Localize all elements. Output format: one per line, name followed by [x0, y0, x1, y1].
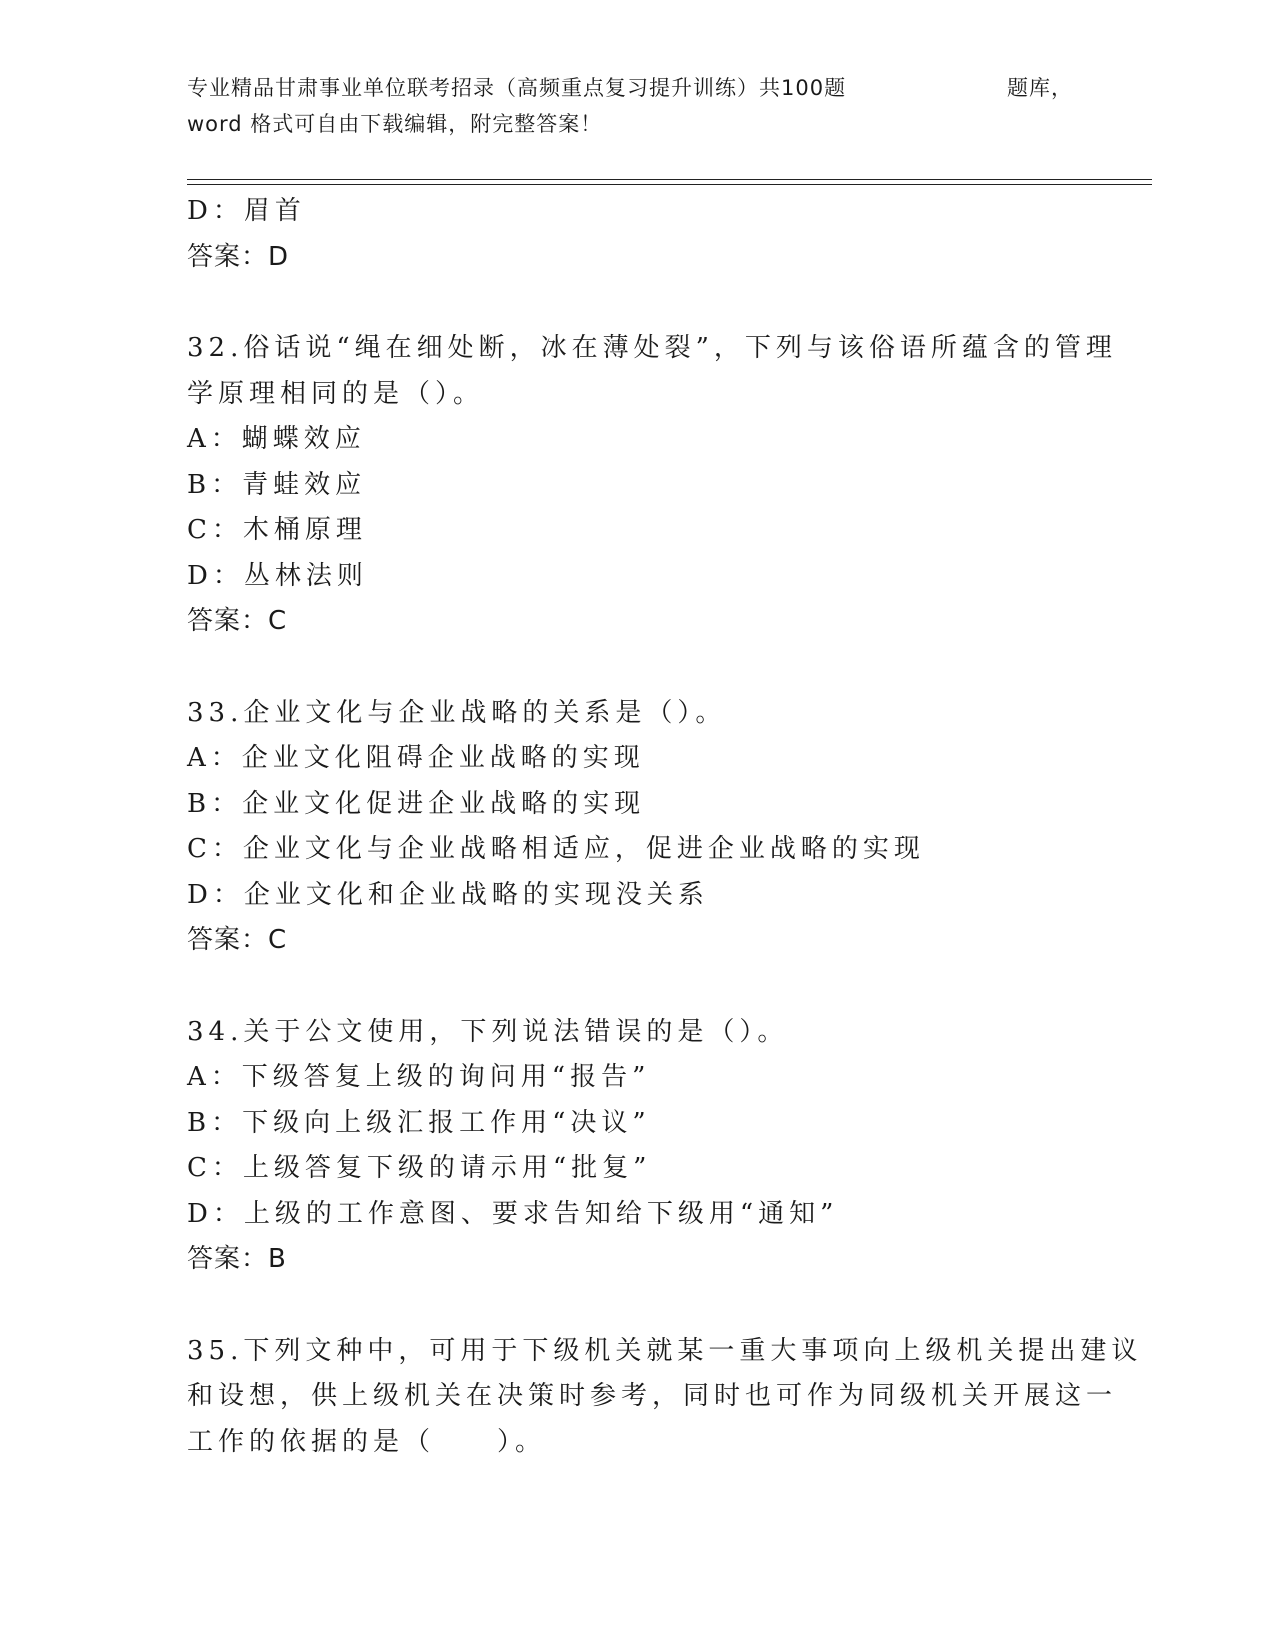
- question-35: [187, 1329, 1147, 1466]
- spacer: [187, 1283, 1147, 1329]
- page-header: [187, 70, 1087, 142]
- question-stem: 33.企业文化与企业战略的关系是（）。: [187, 697, 727, 728]
- question-34: [187, 1010, 1147, 1283]
- option-c: C：企业文化与企业战略相适应，促进企业战略的实现: [187, 834, 925, 864]
- answer-line: 答案：C: [187, 606, 288, 636]
- option-d: D：上级的工作意图、要求告知给下级用“通知”: [187, 1198, 839, 1229]
- header-rule-bottom: [187, 184, 1152, 185]
- option-d: D：企业文化和企业战略的实现没关系: [187, 879, 709, 910]
- question-stem: 34.关于公文使用，下列说法错误的是（）。: [187, 1016, 789, 1047]
- option-a: A：蝴蝶效应: [187, 424, 366, 454]
- question-stem: 工作的依据的是（ ）。: [187, 1426, 547, 1457]
- option-c: C：木桶原理: [187, 515, 367, 545]
- spacer: [187, 280, 1147, 326]
- option-a: A：下级答复上级的询问用“报告”: [187, 1062, 651, 1092]
- header-subtitle: word 格式可自由下载编辑，附完整答案！: [187, 112, 603, 136]
- question-32: [187, 326, 1147, 645]
- spacer: [187, 645, 1147, 691]
- question-list: [187, 189, 1147, 1465]
- option-a: A：企业文化阻碍企业战略的实现: [187, 743, 645, 773]
- answer-line: 答案：C: [187, 925, 288, 955]
- answer-line: 答案：B: [187, 1244, 287, 1274]
- option-d: D：丛林法则: [187, 560, 368, 591]
- question-stem: 和设想，供上级机关在决策时参考，同时也可作为同级机关开展这一: [187, 1381, 1118, 1411]
- question-stem: 学原理相同的是（）。: [187, 378, 485, 409]
- spacer: [187, 964, 1147, 1010]
- option-b: B：企业文化促进企业战略的实现: [187, 788, 646, 819]
- option-b: B：青蛙效应: [187, 469, 367, 500]
- option-b: B：下级向上级汇报工作用“决议”: [187, 1107, 651, 1138]
- option-c: C：上级答复下级的请示用“批复”: [187, 1153, 652, 1183]
- question-stem: 32.俗话说“绳在细处断，冰在薄处裂”，下列与该俗语所蕴含的管理: [187, 333, 1117, 363]
- answer-line: 答案：D: [187, 241, 290, 272]
- header-title-line: [187, 70, 1087, 106]
- question-31-tail: [187, 189, 1147, 280]
- header-title: 专业精品甘肃事业单位联考招录（高频重点复习提升训练）共100题: [187, 76, 847, 100]
- header-title-suffix: 题库，: [1007, 76, 1073, 100]
- question-33: [187, 691, 1147, 964]
- question-stem: 35.下列文种中，可用于下级机关就某一重大事项向上级机关提出建议: [187, 1335, 1143, 1366]
- header-rule-top: [187, 179, 1152, 180]
- option-d: D：眉首: [187, 196, 306, 226]
